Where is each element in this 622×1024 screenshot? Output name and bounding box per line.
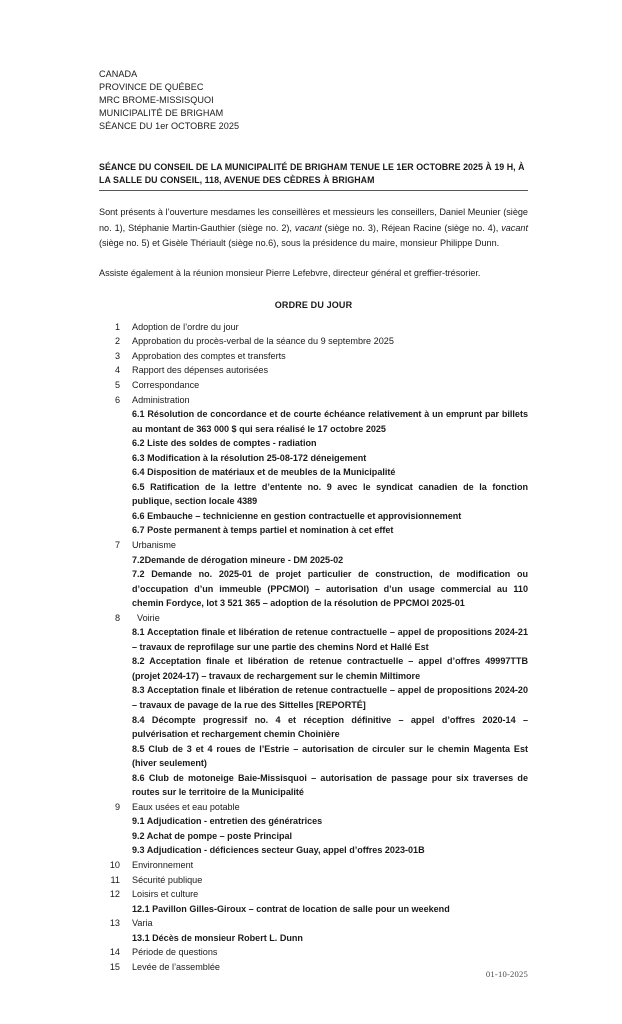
agenda-item-3	[99, 349, 528, 364]
agenda-subitem-6-4: 6.4 Disposition de matériaux et de meubles de la Municipalité	[132, 467, 396, 478]
vacant-seat-5: vacant	[501, 222, 528, 233]
item-number: 7	[114, 539, 120, 550]
item-label: Levée de l’assemblée	[132, 961, 220, 972]
item-label: Correspondance	[132, 379, 200, 390]
agenda-subitem-8-5: 8.5 Club de 3 et 4 roues de l’Estrie – autorisation de circuler sur le chemin Magenta Est (hiver seulement)	[132, 743, 528, 769]
letterhead-line-country: CANADA	[99, 69, 138, 79]
attendance-text-part2: (siège no. 3), Réjean Racine (siège no. 4),	[321, 222, 502, 233]
attendance-text-part1: Sont présents à l’ouverture mesdames les conseillères et messieurs les conseillers, Daniel Meunier (siège no. 1), Stéphanie Martin-Gauthier (siège no. 2),	[99, 207, 528, 233]
attendance-text-part3: (siège no. 5) et Gisèle Thériault (siège no.6), sous la présidence du maire, monsieur Philippe Dunn.	[99, 237, 500, 248]
agenda-subitem-8-4: 8.4 Décompte progressif no. 4 et réception définitive – appel d’offres 2020-14 – pulvérisation et rechargement chemin Choinière	[132, 714, 528, 740]
item-label: Période de questions	[132, 947, 218, 958]
agenda-subitem-13-1: 13.1 Décès de monsieur Robert L. Dunn	[132, 932, 303, 943]
item-label: Administration	[132, 394, 190, 405]
agenda-subitem-9-3: 9.3 Adjudication - déficiences secteur Guay, appel d’offres 2023-01B	[132, 845, 425, 856]
agenda-item-14	[99, 945, 528, 960]
item-number: 15	[109, 961, 120, 972]
agenda-subitem-9-1: 9.1 Adjudication - entretien des génératrices	[132, 816, 323, 827]
agenda-subitem-7-2-a: 7.2Demande de dérogation mineure - DM 2025-02	[132, 554, 344, 565]
item-label: Rapport des dépenses autorisées	[132, 365, 268, 376]
letterhead-line-mrc: MRC BROME-MISSISQUOI	[99, 95, 214, 106]
item-label: Varia	[132, 918, 153, 929]
item-number: 11	[110, 874, 120, 885]
agenda-item-5	[99, 378, 528, 393]
agenda-subitem-6-3: 6.3 Modification à la résolution 25-08-172 déneigement	[132, 452, 367, 463]
agenda-item-8	[99, 611, 528, 626]
agenda-item-11	[99, 873, 528, 888]
agenda-item-2	[99, 334, 528, 349]
agenda-item-6	[99, 393, 528, 408]
item-number: 12	[109, 889, 120, 900]
letterhead-line-session: SÉANCE DU 1er OCTOBRE 2025	[99, 121, 240, 132]
agenda-heading: ORDRE DU JOUR	[274, 299, 353, 310]
item-label: Adoption de l’ordre du jour	[132, 321, 239, 332]
item-label: Urbanisme	[132, 539, 176, 550]
letterhead-line-municipality: MUNICIPALITÉ DE BRIGHAM	[99, 108, 224, 119]
item-number: 9	[114, 801, 120, 812]
footer-date: 01-10-2025	[485, 969, 528, 979]
agenda-item-9	[99, 800, 528, 815]
agenda-subitem-6-1: 6.1 Résolution de concordance et de courte échéance relativement à un emprunt par billets au montant de 363 000 $ qui sera réalisé le 17 octobre 2025	[132, 409, 528, 434]
vacant-seat-3: vacant	[294, 222, 322, 233]
agenda-subitem-9-2: 9.2 Achat de pompe – poste Principal	[132, 830, 293, 841]
item-number: 1	[114, 321, 120, 332]
agenda-subitem-7-2-b: 7.2 Demande no. 2025-01 de projet particulier de construction, de modification ou d’occupation d’un immeuble (PPCMOI) – autorisation d’un usage commercial au 110 chemin Fordyce, lot 3 521 365 – adoption de la résolution de PPCMOI 2025-01	[132, 569, 528, 609]
agenda-subitem-8-2: 8.2 Acceptation finale et libération de retenue contractuelle – appel d’offres 49997TTB (projet 2024-17) – travaux de rechargement sur le chemin Miltimore	[132, 656, 528, 681]
agenda-subitem-6-5: 6.5 Ratification de la lettre d’entente no. 9 avec le syndicat canadien de la fonction publique, section locale 4389	[132, 481, 528, 507]
secretary-paragraph: Assiste également à la réunion monsieur Pierre Lefebvre, directeur général et greffier-trésorier.	[99, 268, 481, 279]
item-number: 2	[114, 336, 120, 347]
agenda-list	[99, 320, 528, 975]
item-label: Approbation des comptes et transferts	[132, 350, 286, 361]
item-label: Eaux usées et eau potable	[132, 801, 240, 812]
item-label: Environnement	[132, 860, 194, 870]
agenda-item-7	[99, 538, 528, 553]
attendance-paragraph	[99, 205, 528, 251]
item-label: Sécurité publique	[132, 874, 203, 885]
item-number: 4	[114, 365, 120, 376]
item-number: 6	[114, 394, 120, 405]
item-number: 10	[109, 860, 120, 870]
item-number: 13	[109, 918, 120, 929]
item-label: Approbation du procès-verbal de la séance du 9 septembre 2025	[132, 336, 394, 347]
agenda-item-10	[99, 858, 528, 873]
agenda-subitem-6-7: 6.7 Poste permanent à temps partiel et nomination à cet effet	[132, 525, 394, 536]
agenda-subitem-6-2: 6.2 Liste des soldes de comptes - radiation	[132, 438, 317, 449]
item-number: 5	[114, 379, 120, 390]
document-title: SÉANCE DU CONSEIL DE LA MUNICIPALITÉ DE BRIGHAM TENUE LE 1ER OCTOBRE 2025 À 19 H, À LA SALLE DU CONSEIL, 118, AVENUE DES CÈDRES À BRIGHAM	[99, 161, 528, 191]
agenda-subitem-8-3: 8.3 Acceptation finale et libération de retenue contractuelle – appel de propositions 2024-20 – travaux de pavage de la rue des Sittelles [REPORTÉ]	[132, 685, 528, 710]
item-label: Voirie	[137, 612, 160, 623]
letterhead	[99, 68, 528, 133]
item-number: 14	[109, 947, 120, 958]
agenda-item-4	[99, 363, 528, 378]
item-number: 8	[114, 612, 120, 623]
item-number: 3	[114, 350, 120, 361]
agenda-subitem-8-1: 8.1 Acceptation finale et libération de retenue contractuelle – appel de propositions 2024-21 – travaux de reprofilage sur une partie des chemins Nord et Hallé Est	[132, 627, 528, 652]
agenda-item-13	[99, 916, 528, 931]
agenda-item-12	[99, 887, 528, 902]
agenda-subitem-12-1: 12.1 Pavillon Gilles-Giroux – contrat de location de salle pour un weekend	[132, 903, 450, 914]
agenda-item-15	[99, 960, 528, 975]
agenda-item-1	[99, 320, 528, 335]
item-label: Loisirs et culture	[132, 889, 199, 900]
agenda-subitem-8-6: 8.6 Club de motoneige Baie-Missisquoi – autorisation de passage pour six traverses de routes sur le territoire de la Municipalité	[132, 772, 528, 798]
letterhead-line-province: PROVINCE DE QUÉBEC	[99, 82, 204, 93]
agenda-subitem-6-6: 6.6 Embauche – technicienne en gestion contractuelle et approvisionnement	[132, 510, 462, 521]
